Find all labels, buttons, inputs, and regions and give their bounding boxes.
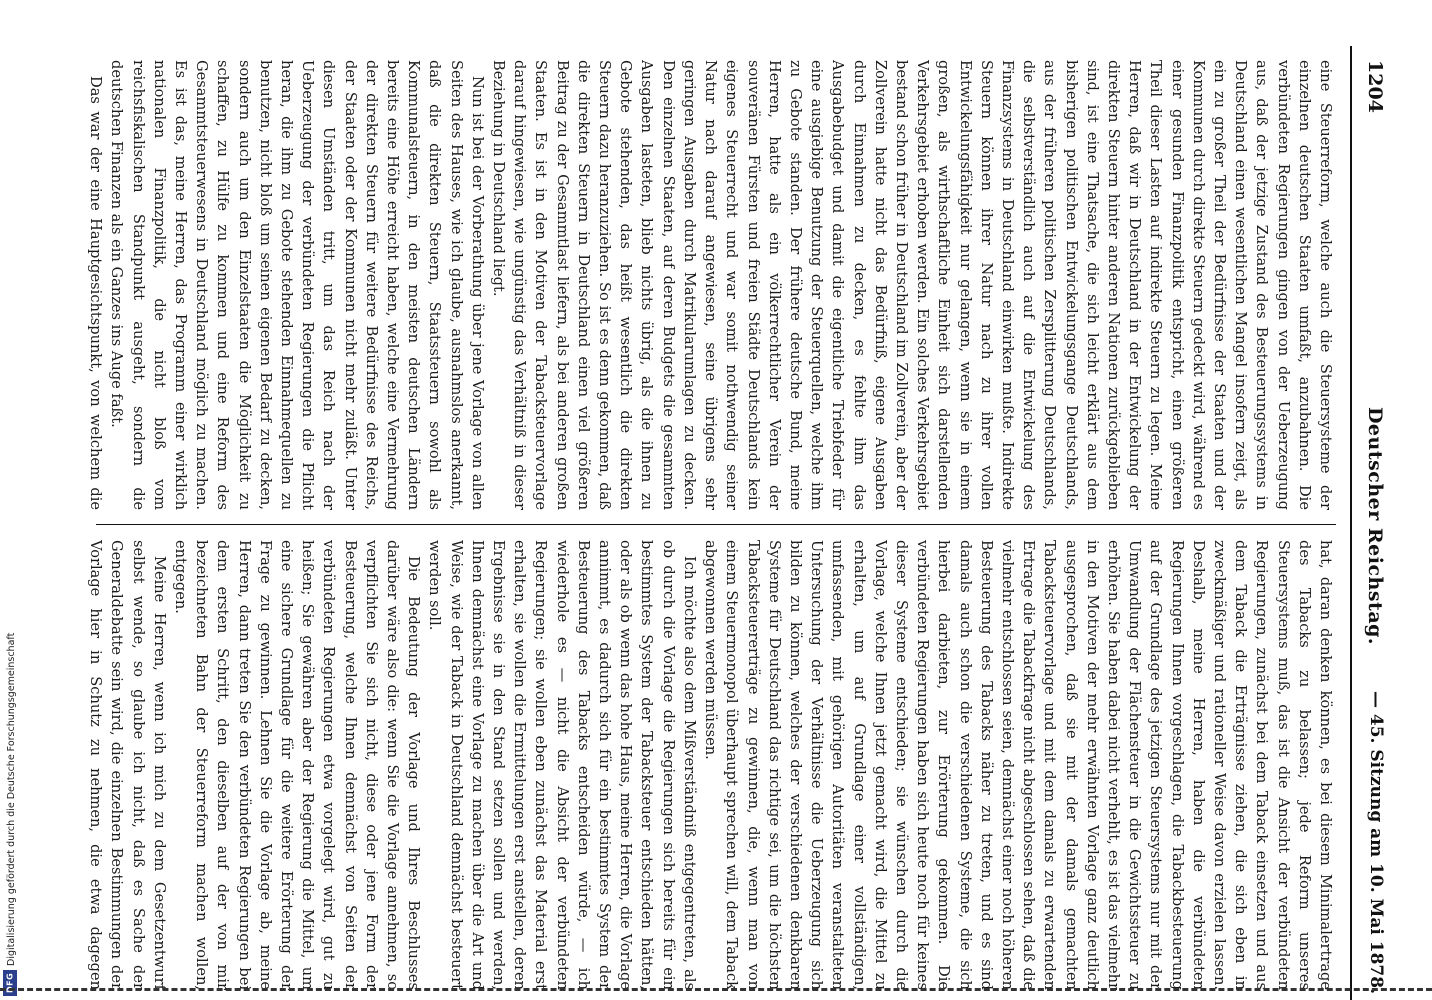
side-strip — [0, 0, 20, 1000]
scan-edge-rule — [0, 988, 1432, 991]
page-header — [1350, 46, 1392, 1000]
column-divider — [96, 524, 1336, 525]
session-line: — 45. Sitzung am 10. Mai 1878. — [1366, 690, 1386, 994]
paragraph: Die Bedeutung der Vorlage und Ihres Beschlusses darüber wäre also die: wenn Sie die Vorlage annehmen, so verpflichten Sie sich nicht, diese oder jene Form der Besteuerung, welche Ihnen demnächst von Seiten der verbündeten Regierungen etwa vorgelegt wird, gut zu heißen; Sie gewähren aber der Regierung die Mittel, um eine sichere Grundlage für die weitere Erörterung der Frage zu gewinnen. Lehnen Sie die Vorlage ab, meine Herren, dann treten Sie den verbündeten Regierungen bei dem ersten Schritt, den dieselben auf der von mir bezeichneten Bahn der Steuerreform machen wollen, entgegen. — [172, 540, 423, 990]
newspaper-page — [72, 46, 1392, 1000]
dfg-logo: DFG — [3, 970, 17, 996]
text-column-right — [86, 540, 1336, 990]
text-column-left — [86, 60, 1336, 510]
paragraph: Ich möchte also dem Mißverständniß entgegentreten, als ob durch die Vorlage die Regierungen sich bereits für ein bestimmtes System der Tabacksteuer entschieden hätten, oder als ob wenn das hohe Haus, meine Herren, die Vorlage annimmt, es dadurch sich für ein bestimmtes System der Besteuerung des Tabacks entscheiden würde, — ich wiederhole es — nicht die Absicht der verbündeten Regierungen; sie wollen eben zunächst das Material erst erhalten, sie wollen die Ermittelungen erst anstellen, deren Ergebnisse sie in den Stand setzen sollen und werden, Ihnen demnächst eine Vorlage zu machen über die Art und Weise, wie der Taback in Deutschland demnächst besteuert werden soll. — [426, 540, 698, 990]
paragraph: hat, daran denken können, es bei diesem Minimalertrage des Tabacks zu belassen; jede Reform unseres Steuersystems muß, das ist die Ansicht der verbündeten Regierungen, zunächst bei dem Taback einsetzen und aus dem Taback die Erträgnisse ziehen, die sich eben in zweckmäßiger und rationeller Weise davon erzielen lassen. Deshalb, meine Herren, haben die verbündeten Regierungen Ihnen vorgeschlagen, die Tabackbesteuerung auf der Grundlage des jetzigen Steuersystems nur mit der Umwandlung der Flächensteuer in die Gewichtssteuer zu erhöhen. Sie haben dabei nicht verhehlt, es ist das vielmehr in den Motiven der mehr erwähnten Vorlage ganz deutlich ausgesprochen, daß sie mit der damals gemachten Tabacksteuervorlage und mit dem damals zu erwartenden Ertrage die Tabackfrage nicht abgeschlossen sehen, daß die vielmehr entschlossen seien, demnächst einer noch höheren Besteuerung des Tabacks näher zu treten, und es sind damals auch schon die verschiedenen Systeme, die sich hierbei darbieten, zur Erörterung gekommen. Die verbündeten Regierungen haben sich heute noch für keines dieser Systeme entschieden; sie wünschen durch die Vorlage, welche Ihnen jetzt gemacht wird, die Mittel zu erhalten, um auf Grundlage einer vollständigen, umfassenden, mit gehörigen Autoritäten veranstalteten Untersuchung der Verhältnisse die Ueberzeugung sich bilden zu können, welches der verschiedenen denkbaren Systeme für Deutschland das richtige sei, um die höchsten Tabacksteuererträge zu gewinnen, die, wenn man von einem Steuermonopol überhaupt sprechen will, dem Taback abgewonnen werden müssen. — [702, 540, 1334, 990]
paragraph: Das war der eine Hauptgesichtspunkt, von welchem die — [87, 76, 105, 510]
page-title: Deutscher Reichstag. — [1364, 406, 1386, 646]
paragraph: Meine Herren, wenn ich mich zu dem Gesetzentwurf selbst wende, so glaube ich nicht, daß es Sache der Generaldebatte sein wird, die einzelnen Bestimmungen der Vorlage hier in Schutz zu nehmen, die etwa dagegen — [87, 540, 168, 990]
digitisation-note: Digitalisierung gefördert durch die Deutsche Forschungsgemeinschaft — [6, 632, 17, 966]
page-number: 1204 — [1364, 60, 1386, 113]
paragraph: Nun ist bei der Vorberathung über jene Vorlage von allen Seiten des Hauses, wie ich glaube, ausnahmslos anerkannt, daß die direkten Steuern, Staatssteuern sowohl als Kommunalsteuern, in den meisten deutschen Ländern bereits eine Höhe erreicht haben, welche eine Vermehrung der direkten Steuern für weitere Bedürfnisse des Reichs, der Staaten oder der Kommunen nicht mehr zuläßt. Unter diesen Umständen tritt, um das Reich nach der Ueberzeugung der verbündeten Regierungen die Pflicht heran, die ihm zu Gebote stehenden Einnahmequellen zu benutzen, nicht bloß um seinen eigenen Bedarf zu decken, sondern auch um den Einzelstaaten die Möglichkeit zu schaffen, zu Hülfe zu kommen und eine Reform des Gesammtsteuerwesens in Deutschland möglich zu machen. Es ist das, meine Herren, das Programm einer wirklich nationalen Finanzpolitik, die nicht bloß vom reichsfiskalischen Standpunkt ausgeht, sondern die deutschen Finanzen als ein Ganzes ins Auge faßt. — [108, 60, 486, 510]
paragraph: eine Steuerreform, welche auch die Steuersysteme der einzelnen deutschen Staaten umfaßt, anzubahnen. Die verbündeten Regierungen gingen von der Ueberzeugung aus, daß der jetzige Zustand des Besteuerungssystems in Deutschland einen wesentlichen Mangel insofern zeigt, als ein zu großer Theil der Bedürfnisse der Staaten und der Kommunen durch direkte Steuern gedeckt wird, während es einer gesunden Finanzpolitik entspricht, einen größeren Theil dieser Lasten auf indirekte Steuern zu legen. Meine Herren, daß wir in Deutschland in der Entwickelung der direkten Steuern hinter anderen Nationen zurückgeblieben sind, ist eine Thatsache, die sich leicht erklärt aus dem bisherigen politischen Entwickelungsgange Deutschlands, aus der früheren politischen Zersplitterung Deutschlands, die selbstverständlich auch auf die Entwickelung des Finanzsystems in Deutschland einwirken mußte. Indirekte Steuern können ihrer Natur nach zu ihrer vollen Entwickelungsfähigkeit nur gelangen, wenn sie in einem großen, als wirthschaftliche Einheit sich darstellenden Verkehrsgebiet erhoben werden. Ein solches Verkehrsgebiet bestand schon früher in Deutschland im Zollverein, aber der Zollverein hatte nicht das Bedürfniß, eigene Ausgaben durch Einnahmen zu decken, es fehlte ihm das Ausgabebudget und damit die eigentliche Triebfeder für eine ausgiebige Benutzung der Steuerquellen, welche ihm zu Gebote standen. Der frühere deutsche Bund, meine Herren, hatte als ein völkerrechtlicher Verein der souveränen Fürsten und freien Städte Deutschlands kein eigenes Steuerrecht und war somit nothwendig seiner Natur nach darauf angewiesen, seine übrigens sehr geringen Ausgaben durch Matrikularumlagen zu decken. Den einzelnen Staaten, auf deren Budgets die gesammten Ausgaben lasteten, blieb nichts übrig, als die ihnen zu Gebote stehenden, das heißt wesentlich die direkten Steuern dazu heranzuziehen. So ist es denn gekommen, daß die direkten Steuern in Deutschland einen viel größeren Beitrag zu der Gesammtlast liefern, als bei anderen großen Staaten. Es ist in den Motiven der Tabacksteuervorlage darauf hingewiesen, wie ungünstig das Verhältniß in dieser Beziehung in Deutschland liegt. — [490, 60, 1334, 510]
